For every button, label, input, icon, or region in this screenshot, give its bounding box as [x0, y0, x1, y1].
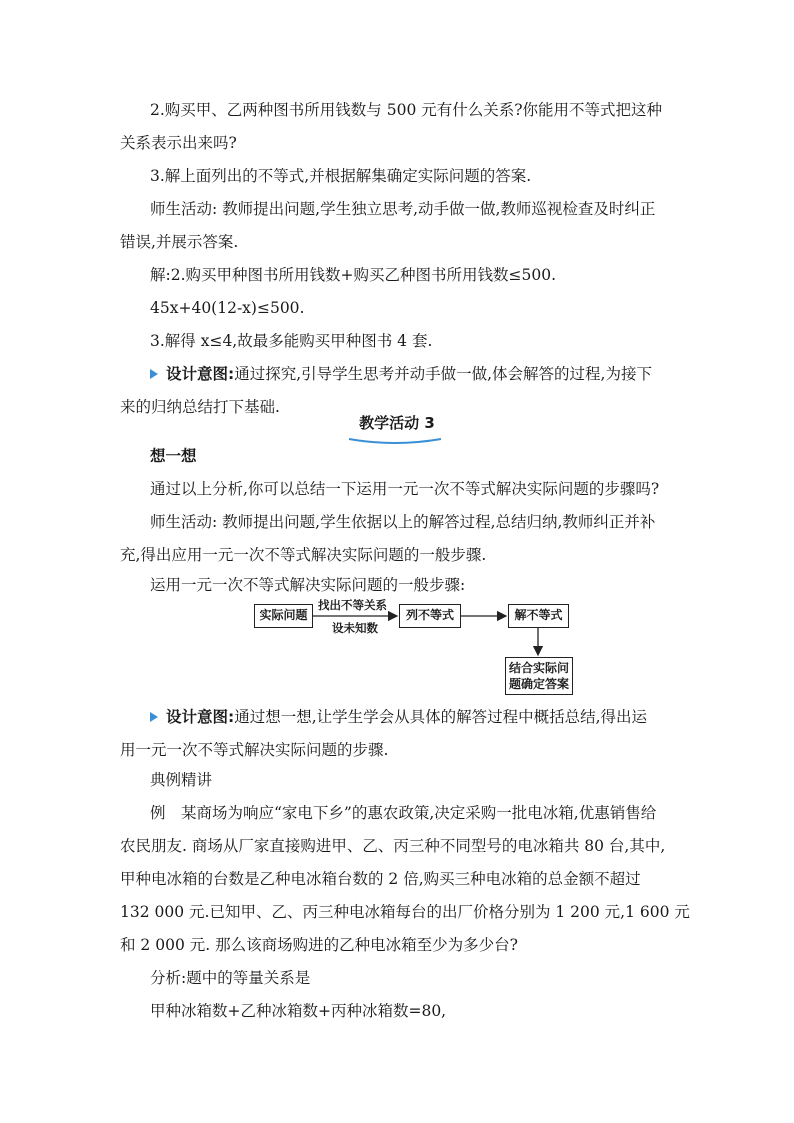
text-line: 运用一元一次不等式解决实际问题的一般步骤: — [150, 576, 466, 594]
flow-arrow-label-top: 找出不等关系 — [318, 598, 387, 612]
design-intent-text: 通过想一想,让学生学会从具体的解答过程中概括总结,得出运 — [234, 708, 648, 726]
flow-box-actual-problem: 实际问题 — [254, 604, 313, 628]
text-line: 师生活动: 教师提出问题,学生独立思考,动手做一做,教师巡视检查及时纠正 — [150, 200, 656, 218]
design-intent-text: 通过探究,引导学生思考并动手做一做,体会解答的过程,为接下 — [234, 365, 652, 383]
text-line: 来的归纳总结打下基础. — [120, 398, 280, 416]
flow-box-solve-inequality: 解不等式 — [508, 604, 569, 628]
text-line: 2.购买甲、乙两种图书所用钱数与 500 元有什么关系?你能用不等式把这种 — [150, 101, 663, 119]
flow-box-write-inequality: 列不等式 — [399, 604, 461, 628]
text-line: 师生活动: 教师提出问题,学生依据以上的解答过程,总结归纳,教师纠正并补 — [150, 513, 656, 531]
flow-box-line: 题确定答案 — [508, 677, 569, 691]
text-line: 解:2.购买甲种图书所用钱数+购买乙种图书所用钱数≤500. — [150, 266, 556, 284]
subheading-think: 想一想 — [150, 447, 197, 465]
design-intent-label: 设计意图: — [166, 708, 235, 726]
flow-box-determine-answer — [505, 657, 573, 695]
triangle-bullet-icon — [150, 712, 158, 722]
text-line: 关系表示出来吗? — [120, 134, 237, 152]
design-intent-2 — [150, 706, 647, 728]
formula-line: 45x+40(12-x)≤500. — [150, 299, 305, 317]
text-line: 甲种电冰箱的台数是乙种电冰箱台数的 2 倍,购买三种电冰箱的总金额不超过 — [120, 870, 641, 888]
text-line: 3.解得 x≤4,故最多能购买甲种图书 4 套. — [150, 332, 433, 350]
text-line: 农民朋友. 商场从厂家直接购进甲、乙、丙三种不同型号的电冰箱共 80 台,其中, — [120, 837, 666, 855]
text-line: 例 某商场为响应“家电下乡”的惠农政策,决定采购一批电冰箱,优惠销售给 — [150, 804, 657, 822]
flow-box-line: 结合实际问 — [508, 661, 569, 675]
flow-arrow-label-bottom: 设未知数 — [332, 621, 378, 635]
section-title-text: 教学活动 3 — [359, 414, 435, 432]
text-line: 3.解上面列出的不等式,并根据解集确定实际问题的答案. — [150, 167, 532, 185]
text-line: 分析:题中的等量关系是 — [150, 969, 311, 987]
text-line: 132 000 元.已知甲、乙、丙三种电冰箱每台的出厂价格分别为 1 200 元,1 600 元 — [120, 903, 690, 921]
text-line: 和 2 000 元. 那么该商场购进的乙种电冰箱至少为多少台? — [120, 936, 518, 954]
text-line: 充,得出应用一元一次不等式解决实际问题的一般步骤. — [120, 546, 487, 564]
text-line: 通过以上分析,你可以总结一下运用一元一次不等式解决实际问题的步骤吗? — [150, 480, 660, 498]
text-line: 错误,并展示答案. — [120, 233, 239, 251]
design-intent-label: 设计意图: — [166, 365, 235, 383]
formula-line: 甲种冰箱数+乙种冰箱数+丙种冰箱数=80, — [150, 1002, 447, 1020]
text-line: 用一元一次不等式解决实际问题的步骤. — [120, 741, 389, 759]
subheading-example: 典例精讲 — [150, 771, 213, 789]
